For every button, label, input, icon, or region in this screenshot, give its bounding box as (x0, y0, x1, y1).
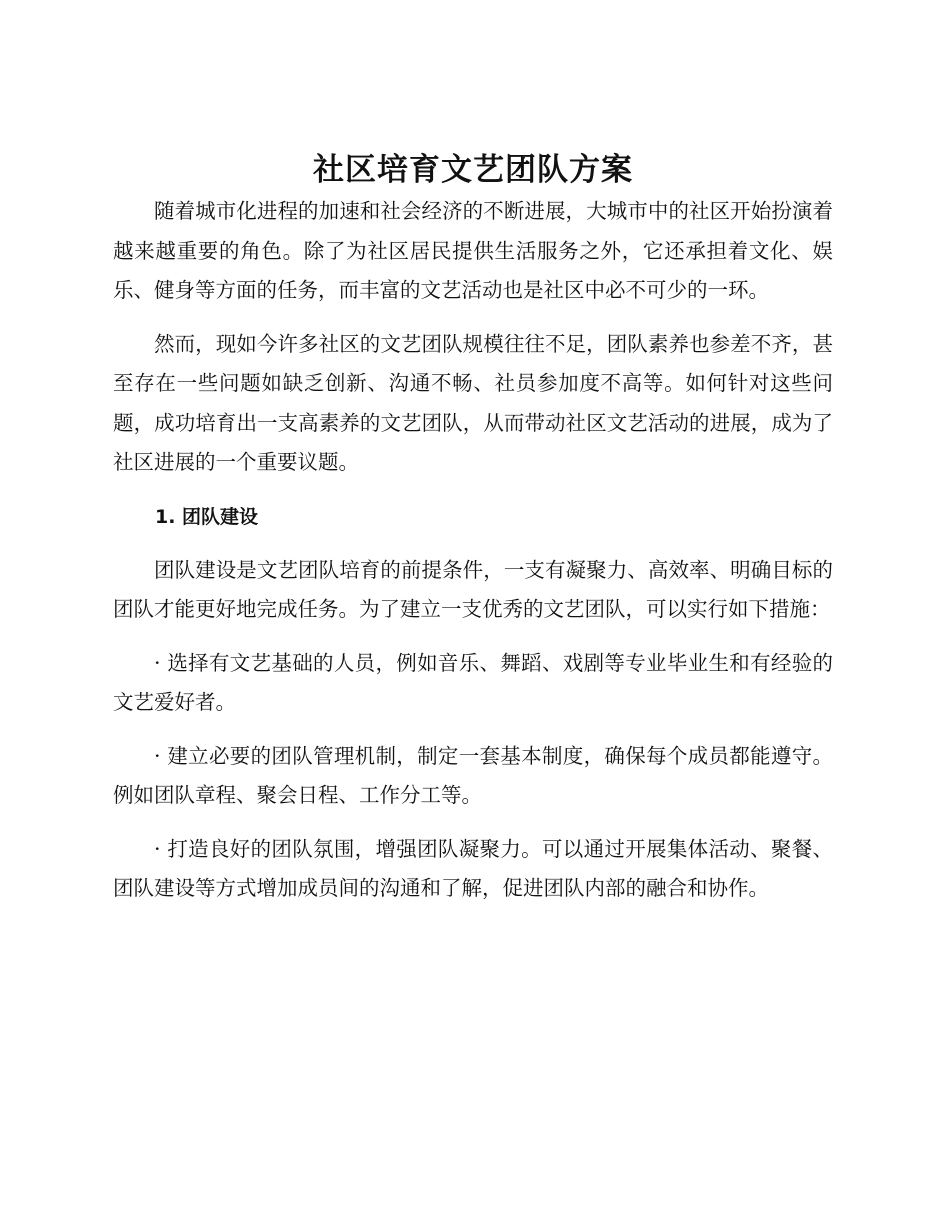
bullet-item-2: · 建立必要的团队管理机制，制定一套基本制度，确保每个成员都能遵守。例如团队章程、聚会日程、工作分工等。 (113, 743, 833, 807)
paragraph-section1-intro: 团队建设是文艺团队培育的前提条件，一支有凝聚力、高效率、明确目标的团队才能更好地完成任务。为了建立一支优秀的文艺团队，可以实行如下措施： (113, 557, 833, 621)
section-heading-team-building: 1. 团队建设 (155, 505, 259, 528)
bullet-item-3: · 打造良好的团队氛围，增强团队凝聚力。可以通过开展集体活动、聚餐、团队建设等方式增加成员间的沟通和了解，促进团队内部的融合和协作。 (113, 836, 833, 900)
document-title: 社区培育文艺团队方案 (313, 152, 633, 188)
paragraph-intro-2: 然而，现如今许多社区的文艺团队规模往往不足，团队素养也参差不齐，甚至存在一些问题如缺乏创新、沟通不畅、社员参加度不高等。如何针对这些问题，成功培育出一支高素养的文艺团队，从而带动社区文艺活动的进展，成为了社区进展的一个重要议题。 (113, 331, 833, 474)
document-body (113, 148, 833, 923)
paragraph-intro-1: 随着城市化进程的加速和社会经济的不断进展，大城市中的社区开始扮演着越来越重要的角色。除了为社区居民提供生活服务之外，它还承担着文化、娱乐、健身等方面的任务，而丰富的文艺活动也是社区中必不可少的一环。 (113, 199, 833, 302)
bullet-item-1: · 选择有文艺基础的人员，例如音乐、舞蹈、戏剧等专业毕业生和有经验的文艺爱好者。 (113, 650, 833, 714)
